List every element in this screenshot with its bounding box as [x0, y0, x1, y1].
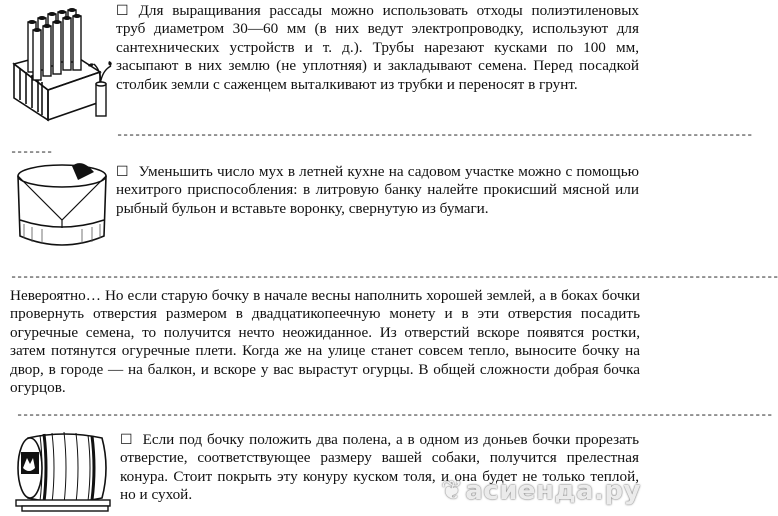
checkbox-icon: ☐ [120, 432, 133, 448]
tip-text: Уменьшить число мух в летней кухне на садовом участке можно с помощью нехитрого приспособления: в литровую банку налейте прокисший мясной или рыбный бульон и вставьте воронку, свернутую из бумаги. [116, 163, 639, 217]
site-watermark [441, 476, 641, 506]
tip-text: Для выращивания рассады можно использовать отходы полиэтиленовых труб диаметром 30—60 мм (в них ведут электропроводку, используют для сантехнических устройств и т. д.). Трубы нарезают кусками по 100 мм, засыпают в них землю (не уплотняя) и закладывают семена. Перед посадкой столбик земли с саженцем выталкивают из трубки и переносят в грунт. [116, 2, 639, 93]
tip-text: Невероятно… Но если старую бочку в начале весны наполнить хорошей землей, а в боках бочки провернуть отверстия размером в двадцатикопеечную монету и в эти отверстия посадить огуречные семена, то получится нечто неожиданное. Из отверстий вскоре появятся ростки, затем потянутся огуречные плети. Когда же на улице станет совсем тепло, выносите бочку на двор, в городе — на балкон, и вскоре у вас вырастут огурцы. В общей сложности добрая бочка огурцов. [10, 287, 640, 397]
separator: ---------------------------------------------------------------------------------------------------------- [116, 128, 753, 142]
tip-text: Если под бочку положить два полена, а в одном из доньев бочки прорезать отверстие, соответствующее размеру вашей собаки, получится прелестная конура. Стоит покрыть эту конуру куском толя, и она будет не только теплой, но и сухой. [120, 431, 639, 504]
jar-funnel-illustration [12, 158, 112, 258]
seedling-tubes-illustration [8, 2, 113, 122]
tip-seedling-tubes [116, 2, 639, 94]
checkbox-icon: ☐ [116, 164, 129, 180]
separator: -------------------------------------------------------------------------------------------------------------------------------- [10, 270, 778, 284]
checkbox-icon: ☐ [116, 3, 129, 19]
separator: ------- [10, 145, 53, 159]
watermark-text: асиенда.ру [465, 476, 641, 506]
tip-fly-trap [116, 163, 639, 218]
leaf-icon: ❦ [440, 476, 464, 506]
tip-cucumber-barrel [10, 287, 640, 397]
barrel-doghouse-illustration [14, 428, 114, 512]
separator: ------------------------------------------------------------------------------------------------------------------------------ [16, 408, 773, 422]
